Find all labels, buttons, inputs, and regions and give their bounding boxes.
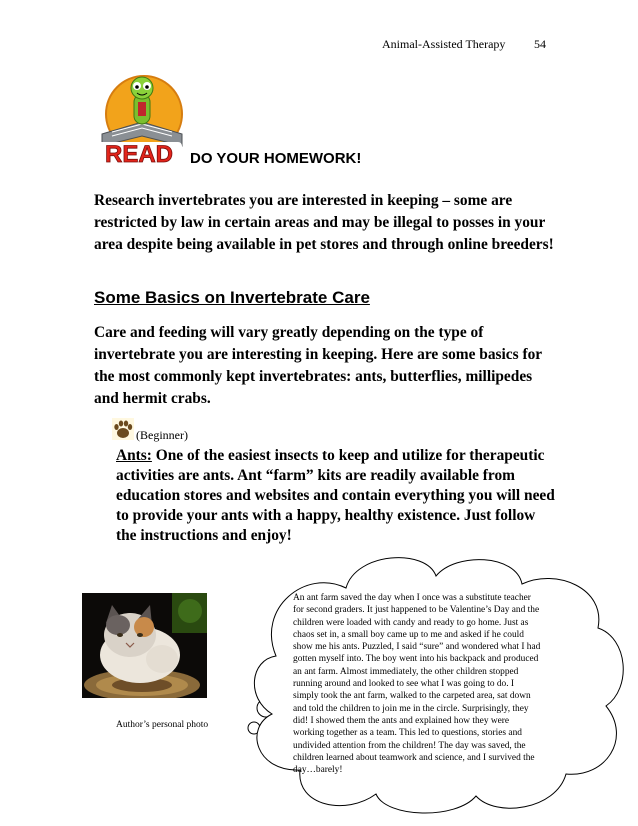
read-logo-text: READ xyxy=(104,141,174,166)
page-header xyxy=(382,37,546,52)
paw-icon xyxy=(112,418,134,440)
care-paragraph: Care and feeding will vary greatly depending on the type of invertebrate you are interesting in keeping. Here are some basics for the most commonly kept invertebrates: ants, butterflies, millipedes and hermit crabs. xyxy=(94,324,542,407)
cloud-story: An ant farm saved the day when I once was a substitute teacher for second graders. It just happened to be Valentine’s Day and the children were loaded with candy and ready to go home. Just as chaos set in, a small boy came up to me and asked if he could show me his ants. Puzzled, I said “sure” and wondered what I had gotten myself into. The boy went into his backpack and produced an ant farm. Almost immediately, the other children stopped running around and looked to see what I was going to do. I simply took the ant farm, walked to the carpeted area, sat down and told the children to join me in the circle. Surprisingly, they did! I showed them the ants and explained how they were working together as a team. This led to questions, stories and undivided attention from the children! The day was saved, the children learned about teamwork and science, and I survived the day…barely! xyxy=(293,593,541,776)
intro-paragraph: Research invertebrates you are interested in keeping – some are restricted by law in certain areas and may be illegal to posses in your area despite being available in pet stores and through online breeders! xyxy=(94,192,554,253)
ants-text: One of the easiest insects to keep and utilize for therapeutic activities are ants. Ant “farm” kits are readily available from education stores and websites and contain everything you will need to provide your ants with a happy, healthy existence. Just follow the instructions and enjoy! xyxy=(116,447,555,544)
header-title: Animal-Assisted Therapy xyxy=(382,37,506,51)
homework-title: DO YOUR HOMEWORK! xyxy=(190,150,362,167)
difficulty-level: (Beginner) xyxy=(136,428,188,442)
read-book-worm-icon xyxy=(94,72,190,166)
cat-photo xyxy=(82,593,207,698)
ants-label: Ants: xyxy=(116,447,152,464)
page-number: 54 xyxy=(534,37,546,51)
ants-paragraph xyxy=(116,446,556,546)
section-heading: Some Basics on Invertebrate Care xyxy=(94,288,370,307)
photo-caption: Author’s personal photo xyxy=(116,720,209,730)
